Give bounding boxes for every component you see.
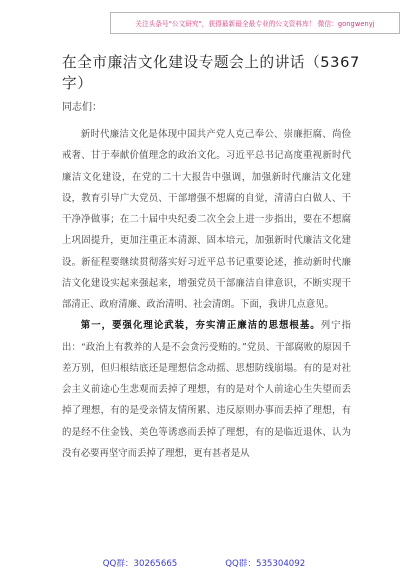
qq-group-1: QQ群：30265665 [102, 559, 178, 569]
intro-paragraph: 新时代廉洁文化是体现中国共产党人克己奉公、崇廉拒腐、尚俭戒奢、甘于奉献价值理念的政治文化。习近平总书记高度重视新时代廉洁文化建设，在党的二十大报告中强调，加强新时代廉洁文化建设，教育引导广大党员、干部增强不想腐的自觉，清清白白做人、干干净净做事；在二十届中央纪委二次全会上进一步指出，要在不想腐上巩固提升，更加注重正本清源、固本培元，加强新时代廉洁文化建设。新征程要继续贯彻落实好习近平总书记重要论述，推动新时代廉洁文化建设实起来强起来，增强党员干部廉洁自律意识，不断实现干部清正、政府清廉、政治清明、社会清朗。下面，我讲几点意见。 [62, 129, 351, 310]
promo-banner-text: 关注头条号"公文研究"，获得最新最全最专业的公文资料库！ 微信：gongwenyj [135, 20, 375, 28]
salutation: 同志们： [62, 102, 102, 113]
section-1-body: 列宁指出：“政治上有教养的人是不会贪污受贿的。”党员、干部腐败的原因千差万别，但归根结底还是理想信念动摇、思想防线崩塌。有的是对社会主义前途心生悲观而丢掉了理想，有的是对个人前途心生失望而丢掉了理想，有的是受亲情友情所累、违反原则办事而丢掉了理想，有的是经不住金钱、美色等诱惑而丢掉了理想，有的是临近退休、认为没有必要再坚守而丢掉了理想，更有甚者是从 [62, 320, 351, 459]
document-body [62, 124, 351, 464]
section-1-heading: 第一，要强化理论武装，夯实清正廉洁的思想根基。 [80, 320, 321, 332]
promo-banner [110, 12, 400, 34]
qq-group-2: QQ群：535304092 [225, 559, 306, 569]
document-title: 在全市廉洁文化建设专题会上的讲话（5367字） [62, 54, 360, 92]
section-1-paragraph [62, 315, 351, 464]
footer-contact [0, 557, 408, 569]
